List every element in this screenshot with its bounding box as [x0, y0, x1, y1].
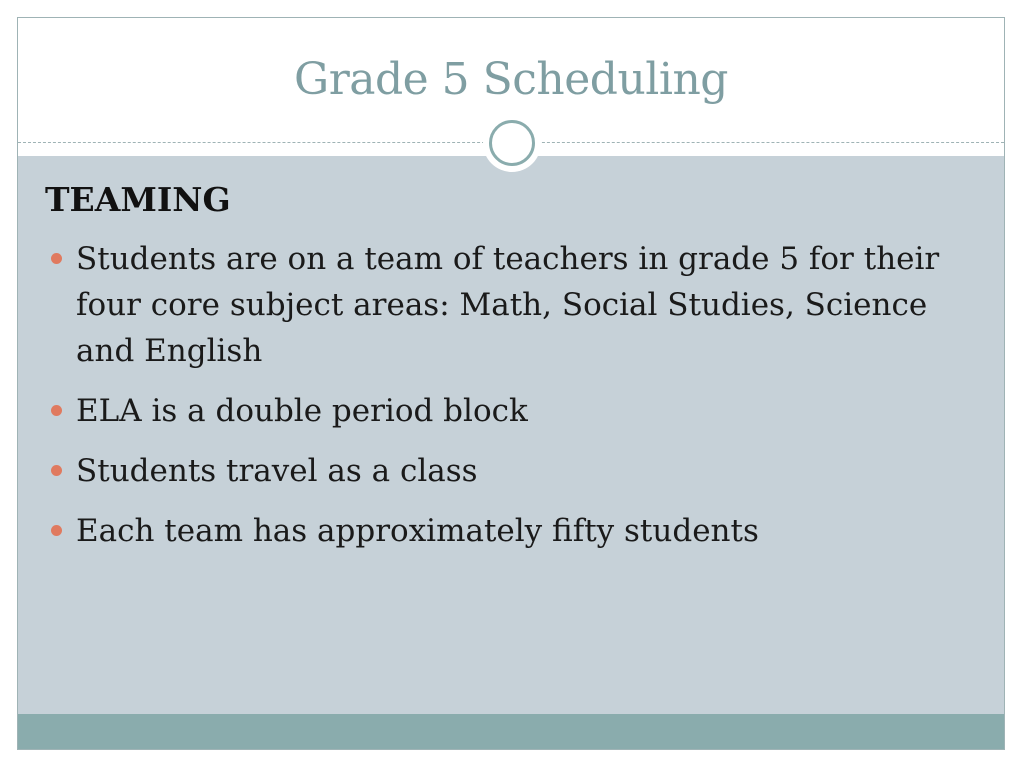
list-item: [51, 448, 971, 494]
list-item: [51, 388, 971, 434]
footer-band: [18, 714, 1004, 749]
bullet-text: Students are on a team of teachers in grade 5 for their four core subject areas: Math, Social Studies, Science and English: [76, 241, 940, 369]
bullet-dot-icon: [51, 465, 62, 476]
circle-ring-icon: [483, 114, 541, 172]
bullet-dot-icon: [51, 253, 62, 264]
slide: [17, 17, 1005, 750]
bullet-text: ELA is a double period block: [76, 393, 528, 429]
list-item: [51, 508, 971, 554]
bullet-text: Students travel as a class: [76, 453, 478, 489]
list-item: [51, 236, 971, 374]
bullet-dot-icon: [51, 405, 62, 416]
ornament-ring: [489, 120, 535, 166]
bullet-text: Each team has approximately fifty students: [76, 513, 759, 549]
bullet-dot-icon: [51, 525, 62, 536]
bullet-list: [51, 236, 971, 568]
slide-title: Grade 5 Scheduling: [294, 54, 728, 105]
section-heading: TEAMING: [45, 180, 231, 219]
